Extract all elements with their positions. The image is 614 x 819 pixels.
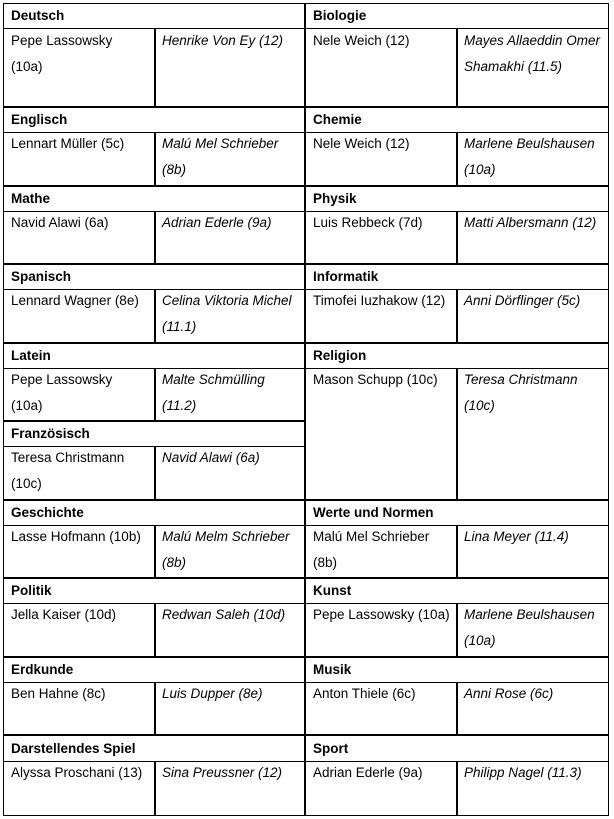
partner-cell: Mayes Allaeddin Omer Shamakhi (11.5)	[464, 33, 601, 74]
student-cell: Mason Schupp (10c)	[313, 372, 438, 387]
partner-cell: Sina Preussner (12)	[162, 765, 283, 780]
student-cell: Adrian Ederle (9a)	[313, 765, 423, 780]
student-cell: Nele Weich (12)	[313, 136, 410, 151]
student-cell: Teresa Christmann (10c)	[11, 450, 125, 491]
student-cell: Navid Alawi (6a)	[11, 215, 109, 230]
subject-header: Geschichte	[4, 500, 304, 526]
partner-cell: Luis Dupper (8e)	[162, 686, 263, 701]
partner-cell: Adrian Ederle (9a)	[162, 215, 272, 230]
partner-cell: Anni Rose (6c)	[464, 686, 554, 701]
subject-header: Physik	[306, 186, 608, 212]
student-cell: Pepe Lassowsky (10a)	[11, 372, 113, 413]
student-cell: Malú Mel Schrieber (8b)	[313, 529, 430, 570]
partner-cell: Anni Dörflinger (5c)	[464, 293, 581, 308]
student-cell: Jella Kaiser (10d)	[11, 607, 117, 622]
subject-header: Sport	[306, 736, 608, 762]
subject-header: Politik	[4, 578, 304, 604]
subject-header: Kunst	[306, 578, 608, 604]
student-cell: Lennard Wagner (8e)	[11, 293, 139, 308]
partner-cell: Malte Schmülling (11.2)	[162, 372, 265, 413]
subject-header: Biologie	[306, 3, 608, 29]
subject-header: Spanisch	[4, 264, 304, 290]
student-cell: Alyssa Proschani (13)	[11, 765, 143, 780]
partner-cell: Malú Mel Schrieber (8b)	[162, 136, 279, 177]
partner-cell: Marlene Beulshausen (10a)	[464, 136, 595, 177]
subject-header: Religion	[306, 343, 608, 369]
student-cell: Lennart Müller (5c)	[11, 136, 125, 151]
student-cell: Pepe Lassowsky (10a)	[313, 607, 450, 622]
partner-cell: Navid Alawi (6a)	[162, 450, 260, 465]
partner-cell: Philipp Nagel (11.3)	[464, 765, 582, 780]
student-cell: Luis Rebbeck (7d)	[313, 215, 423, 230]
subject-header: Mathe	[4, 186, 304, 212]
partner-cell: Henrike Von Ey (12)	[162, 33, 284, 48]
partner-cell: Marlene Beulshausen (10a)	[464, 607, 595, 648]
subject-header: Latein	[4, 343, 304, 369]
student-cell: Nele Weich (12)	[313, 33, 410, 48]
student-cell: Lasse Hofmann (10b)	[11, 529, 141, 544]
partner-cell: Teresa Christmann (10c)	[464, 372, 578, 413]
subject-header: Englisch	[4, 107, 304, 133]
student-cell: Ben Hahne (8c)	[11, 686, 106, 701]
subject-header: Musik	[306, 657, 608, 683]
subject-header: Deutsch	[4, 3, 304, 29]
subject-header: Informatik	[306, 264, 608, 290]
student-cell: Anton Thiele (6c)	[313, 686, 416, 701]
subject-header: Erdkunde	[4, 657, 304, 683]
student-cell: Pepe Lassowsky (10a)	[11, 33, 113, 74]
partner-cell: Matti Albersmann (12)	[464, 215, 597, 230]
subject-header: Französisch	[4, 421, 304, 447]
subject-header: Darstellendes Spiel	[4, 736, 304, 762]
subject-header: Werte und Normen	[306, 500, 608, 526]
subject-header: Chemie	[306, 107, 608, 133]
partner-cell: Redwan Saleh (10d)	[162, 607, 286, 622]
partner-cell: Celina Viktoria Michel (11.1)	[162, 293, 292, 334]
partner-cell: Malú Melm Schrieber (8b)	[162, 529, 290, 570]
partner-cell: Lina Meyer (11.4)	[464, 529, 569, 544]
student-cell: Timofei Iuzhakow (12)	[313, 293, 446, 308]
